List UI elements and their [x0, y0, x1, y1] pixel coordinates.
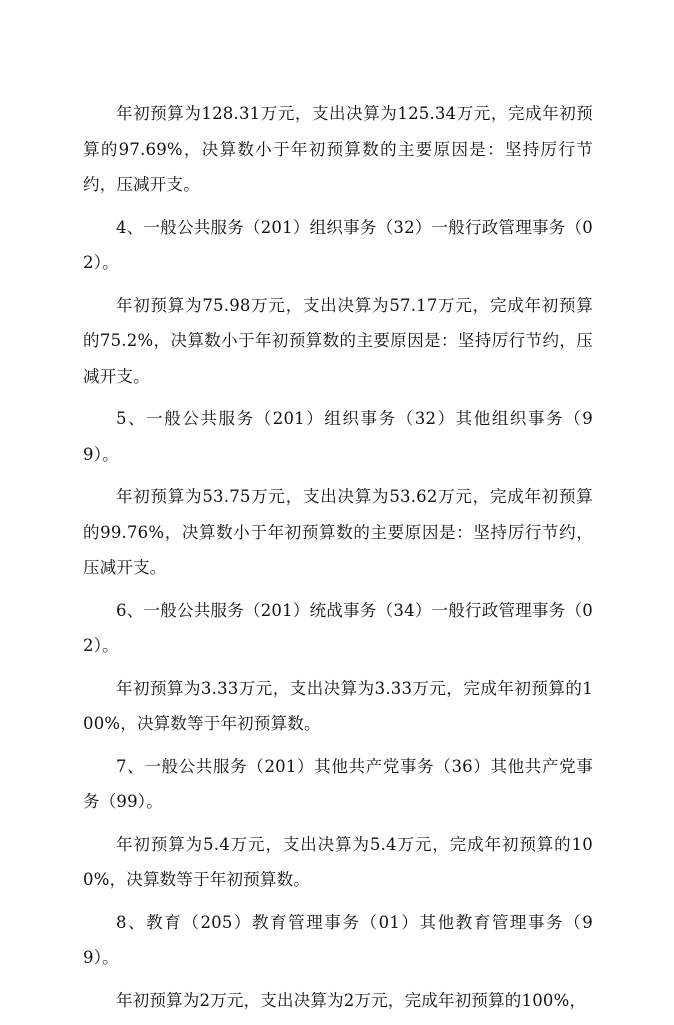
budget-paragraph-5: 年初预算为5.4万元，支出决算为5.4万元，完成年初预算的100%，决算数等于年初预算数。	[83, 834, 593, 889]
section-heading-6: 6、一般公共服务（201）统战事务（34）一般行政管理事务（02）。	[83, 600, 593, 655]
budget-paragraph-4: 年初预算为3.33万元，支出决算为3.33万元，完成年初预算的100%，决算数等于年初预算数。	[83, 678, 593, 733]
document-page	[83, 96, 593, 1025]
budget-paragraph-1: 年初预算为128.31万元，支出决算为125.34万元，完成年初预算的97.69%，决算数小于年初预算数的主要原因是：坚持厉行节约，压减开支。	[83, 104, 593, 194]
section-heading-8: 8、教育（205）教育管理事务（01）其他教育管理事务（99）。	[83, 912, 593, 967]
section-heading-5: 5、一般公共服务（201）组织事务（32）其他组织事务（99）。	[83, 409, 593, 464]
budget-paragraph-3: 年初预算为53.75万元，支出决算为53.62万元，完成年初预算的99.76%，决算数小于年初预算数的主要原因是：坚持厉行节约，压减开支。	[83, 487, 593, 577]
section-heading-7: 7、一般公共服务（201）其他共产党事务（36）其他共产党事务（99）。	[83, 756, 593, 811]
section-heading-4: 4、一般公共服务（201）组织事务（32）一般行政管理事务（02）。	[83, 217, 593, 272]
budget-paragraph-2: 年初预算为75.98万元，支出决算为57.17万元，完成年初预算的75.2%，决算数小于年初预算数的主要原因是：坚持厉行节约，压减开支。	[83, 295, 593, 386]
budget-paragraph-6: 年初预算为2万元，支出决算为2万元，完成年初预算的100%，	[116, 990, 587, 1010]
